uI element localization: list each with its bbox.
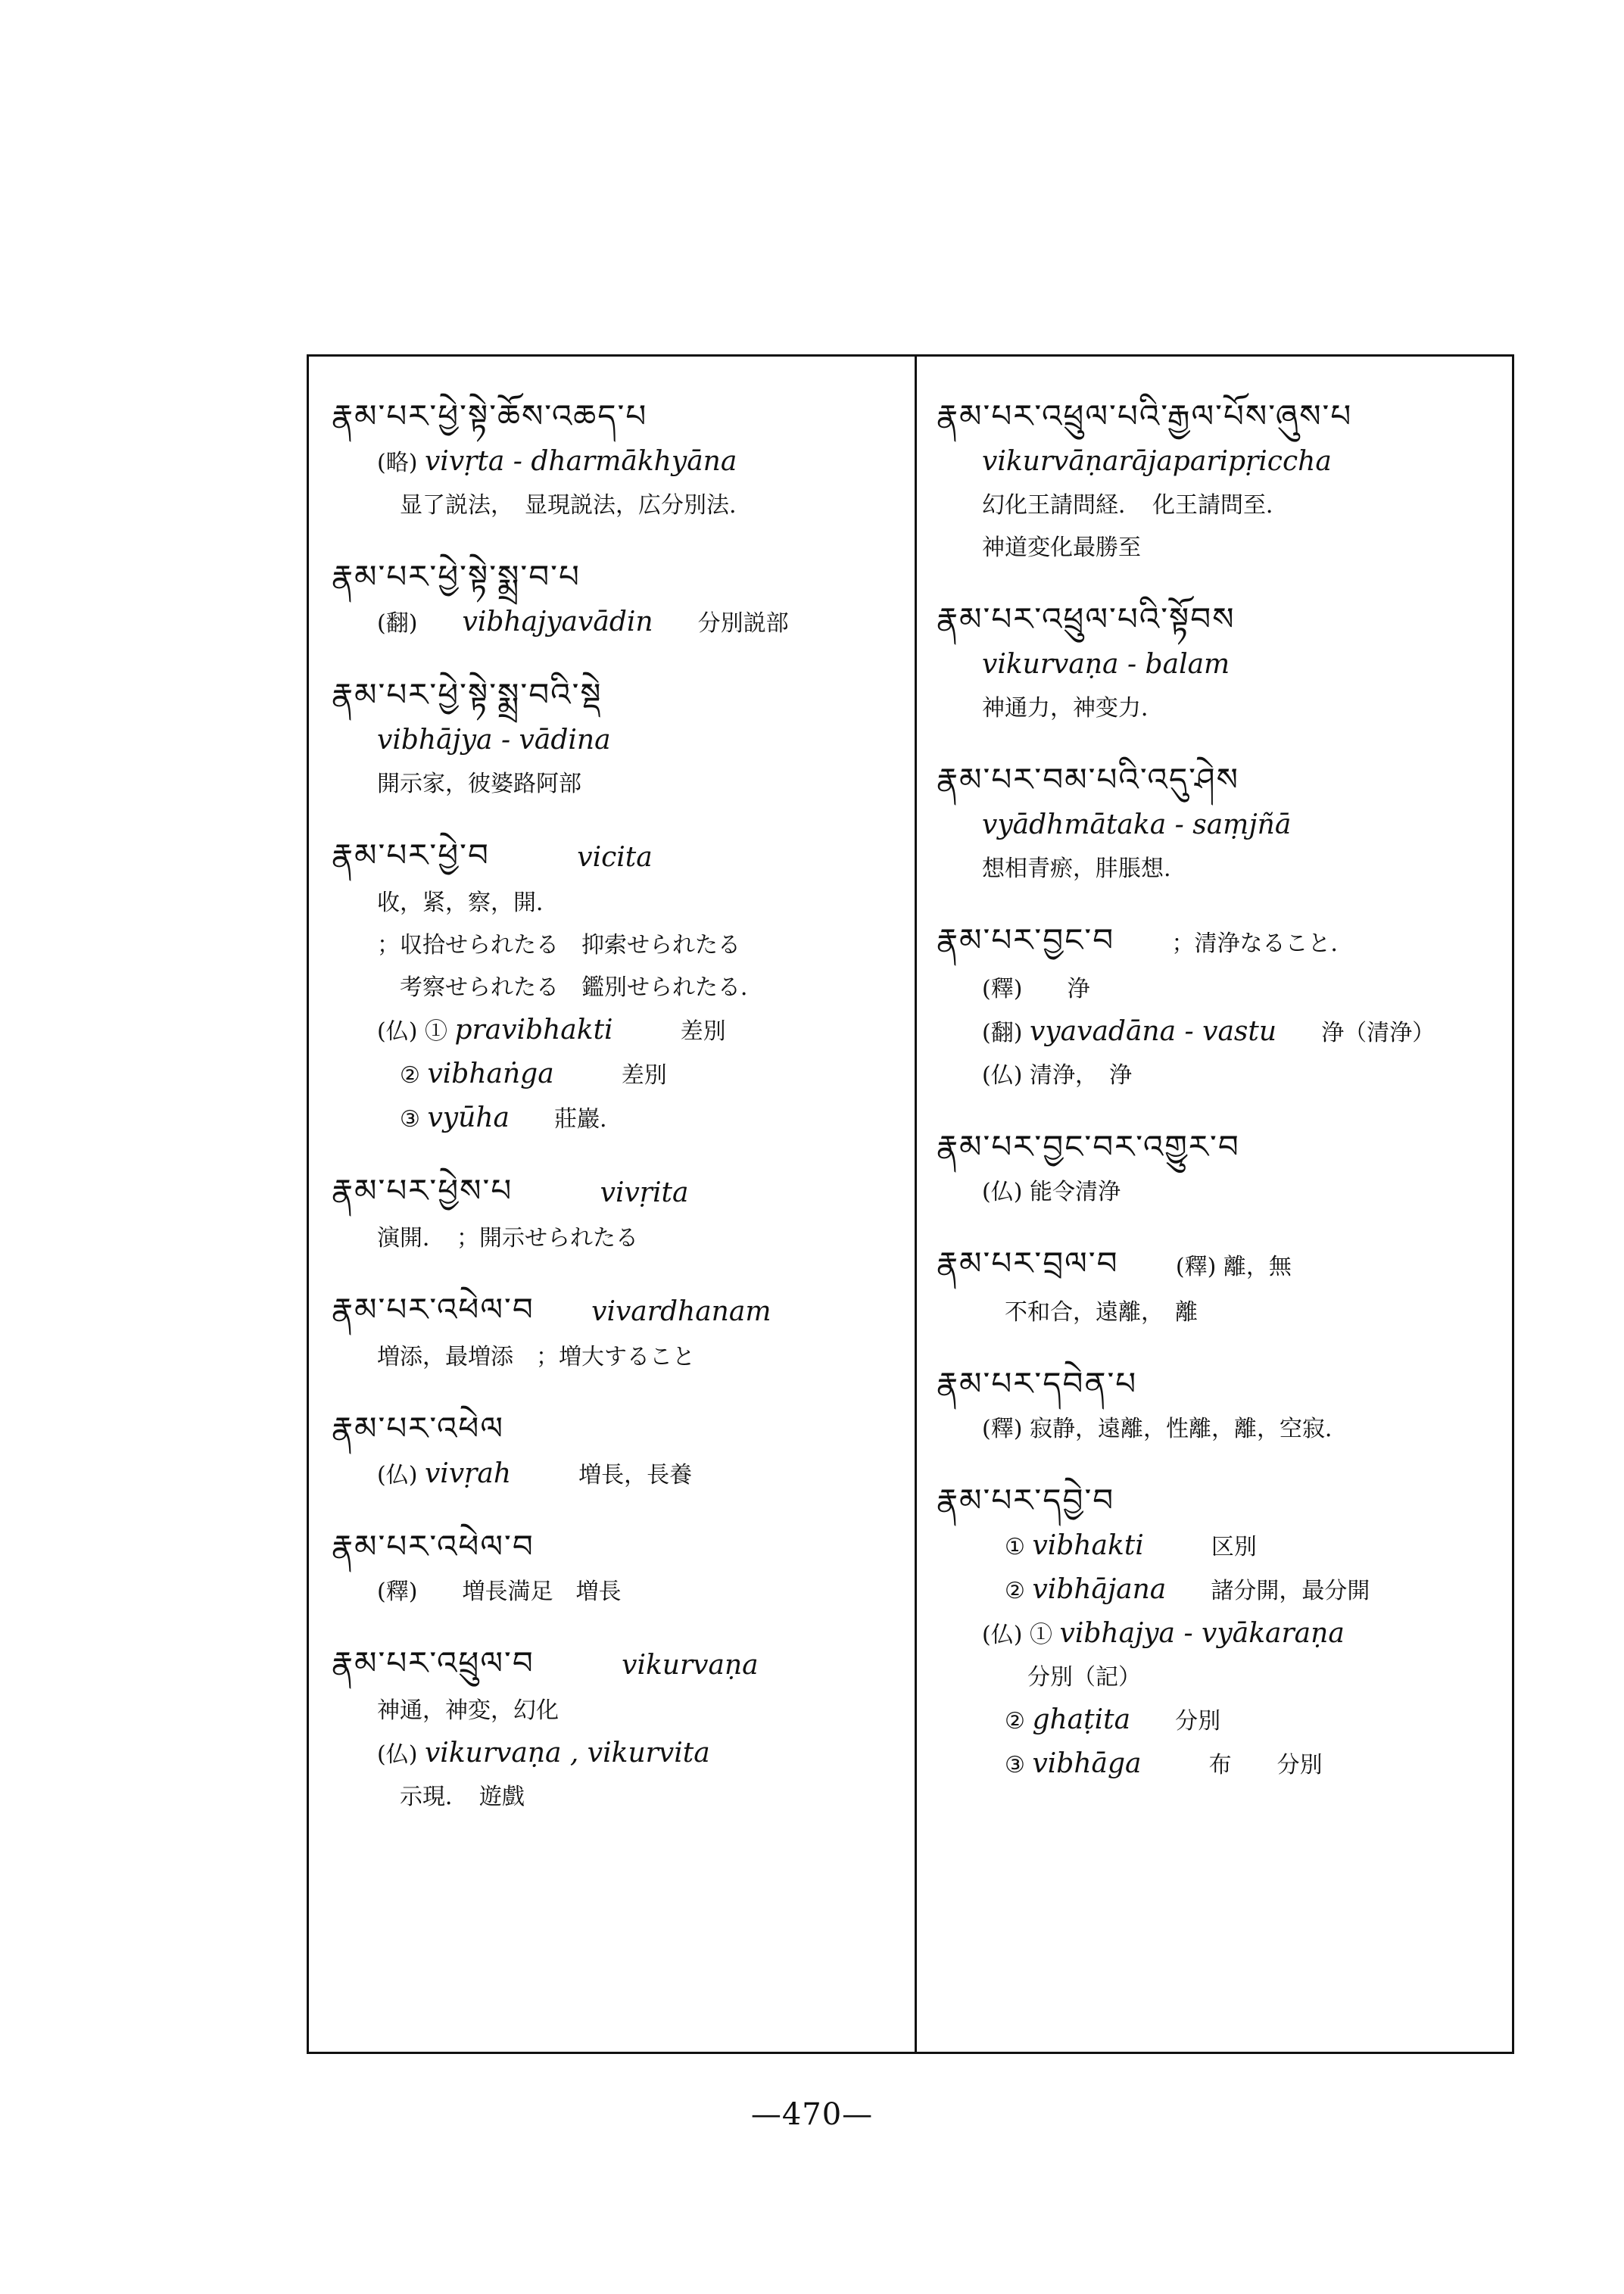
translation-text: 差別 [621,1062,667,1089]
sanskrit-term: vikurvaṇa - balam [982,649,1230,680]
sanskrit-term: pravibhakti [454,1015,613,1046]
source-tag: (仏) [982,1179,1023,1205]
sanskrit-term: vikurvaṇa , vikurvita [424,1738,710,1769]
entry-line [937,1613,1508,1657]
tibetan-headword: རྣམ་པར་ཕྱེ་བ vicita [332,837,653,874]
entry-line [937,1011,1508,1055]
tibetan-headword: རྣམ་པར་དབེན་པ [937,1365,1138,1402]
translation-text: 收，紧，察，開． [377,890,559,916]
translation-text: 幻化王請問経． 化王請問至． [982,492,1289,519]
entry-line [937,644,1508,687]
entry-line [332,1571,907,1613]
source-tag: (釋) [982,1416,1023,1442]
sanskrit-term: vibhājana [1032,1574,1167,1605]
entry-line [937,1055,1508,1097]
source-tag: (仏) [982,1062,1023,1089]
sanskrit-term: vibhajya - vyākaraṇa [1059,1618,1345,1649]
entry-line [332,1097,907,1141]
entry-line [937,1292,1508,1334]
tibetan-headword: རྣམ་པར་ཕྱེས་པ vivṛita [332,1172,689,1209]
entry [937,916,1508,1097]
entry [937,1239,1508,1334]
sanskrit-term: vivardhanam [591,1296,771,1327]
translation-text: 示現． 遊戲 [400,1784,525,1810]
left-column [309,354,915,2054]
tibetan-headword: རྣམ་པར་དབྱེ་བ [937,1482,1115,1519]
entry-line [332,1453,907,1497]
sanskrit-term: vibhājya - vādina [377,725,611,756]
sanskrit-term: vyavadāna - vastu [1029,1016,1277,1047]
source-tag: (仏) ① [377,1018,447,1045]
sanskrit-term: vibhaṅga [427,1058,554,1089]
tibetan-headword: རྣམ་པར་བྲལ་བ (釋) 離，無 [937,1245,1292,1282]
translation-text: 想相青瘀，肨脹想. [982,856,1171,882]
entry-line [332,441,907,485]
entry [332,1523,907,1613]
entry-line [332,485,907,527]
item-number: ② [1005,1708,1025,1735]
item-number: ② [400,1062,420,1089]
sanskrit-term: vyūha [427,1102,510,1133]
translation-text: 分別 [1175,1708,1221,1735]
entry [937,756,1508,890]
entry-line [937,804,1508,848]
translation-text: 清浄， 浄 [1029,1062,1132,1089]
entry [332,553,907,645]
source-tag: (翻) [982,1020,1023,1046]
translation-text: 不和合，遠離， 離 [1005,1299,1198,1326]
translation-text: 浄 [1067,976,1090,1002]
source-tag: (釋) [377,1579,418,1605]
sanskrit-term: vikurvaṇa [622,1650,759,1681]
entry-line [937,1569,1508,1613]
translation-text: ；清浄なること． [1171,930,1354,957]
tibetan-headword: རྣམ་པར་འཕྲུལ་པའི་རྒྱལ་པོས་ཞུས་པ [937,397,1353,435]
translation-text: 分別説部 [697,610,789,637]
entry-line [937,1408,1508,1451]
translation-text: 増長満足 増長 [462,1579,622,1605]
translation-text: 区別 [1211,1534,1257,1560]
source-tag: (略) [377,450,418,476]
translation-text: 神通，神変，幻化 [377,1697,559,1724]
tibetan-headword: རྣམ་པར་བམ་པའི་འདུ་ཤེས [937,761,1239,798]
sanskrit-term: vivṛita [600,1177,689,1208]
entry [937,1360,1508,1451]
entry [332,1639,907,1819]
tibetan-headword: རྣམ་པར་ཕྱེ་སྟེ་སྨྲ་བའི་སྡེ [332,676,603,713]
entry [937,392,1508,569]
entry-line [937,1699,1508,1743]
sanskrit-term: vyādhmātaka - saṃjñā [982,809,1292,840]
translation-text: (釋) 離，無 [1175,1254,1292,1280]
tibetan-headword: རྣམ་པར་འཕྲུལ་བ vikurvaṇa [332,1644,759,1682]
translation-text: 布 分別 [1208,1752,1323,1778]
tibetan-headword: རྣམ་པར་བྱང་བར་འགྱུར་བ [937,1128,1240,1165]
entry-line [937,1171,1508,1214]
item-number: ③ [400,1106,420,1133]
entry-line [332,1009,907,1053]
entry-line [937,1657,1508,1699]
tibetan-headword: རྣམ་པར་འཕེལ་བ vivardhanam [332,1291,771,1328]
entry-line [332,719,907,763]
tibetan-headword: རྣམ་པར་བྱང་བ ；清浄なること． [937,921,1354,958]
sanskrit-term: vibhāga [1032,1748,1142,1779]
tibetan-headword: རྣམ་པར་འཕྲུལ་པའི་སྟོབས [937,600,1236,637]
translation-text: 莊巖. [554,1106,607,1133]
entry-line [332,924,907,967]
source-tag: (釋) [982,976,1023,1002]
entry-line [937,1743,1508,1787]
tibetan-headword: རྣམ་པར་འཕེལ [332,1410,505,1447]
right-column [917,354,1514,2054]
translation-text: 考察せられたる 鑑別せられたる． [400,974,763,1001]
entry [332,1167,907,1260]
translation-text: 神通力，神变力． [982,695,1164,722]
entry-line [332,967,907,1009]
entry-line [332,882,907,924]
tibetan-headword: རྣམ་པར་འཕེལ་བ [332,1528,535,1565]
source-tag: (仏) [377,1741,418,1768]
translation-text: 能令清浄 [1029,1179,1121,1205]
entry-line [937,527,1508,569]
sanskrit-term: vibhajyavādin [462,606,653,637]
sanskrit-term: vibhakti [1032,1530,1144,1561]
entry-line [332,1690,907,1732]
translation-text: 差別 [680,1018,726,1045]
entry [332,831,907,1141]
entry [332,671,907,806]
item-number: ③ [1005,1752,1025,1778]
entry-line [332,1053,907,1097]
sanskrit-term: vivṛah [424,1458,512,1489]
translation-text: 演開． ；開示せられたる [377,1225,638,1251]
item-number: ① [1005,1534,1025,1560]
entry-line [937,485,1508,527]
translation-text: 開示家，彼婆路阿部 [377,771,581,797]
entry-line [937,687,1508,730]
translation-text: 神道変化最勝至 [982,535,1141,561]
translation-text: ；収拾せられたる 抑索せられたる [377,932,740,958]
entry-line [937,848,1508,890]
entry-line [937,968,1508,1011]
translation-text: 显了説法， 显現説法，広分別法. [400,492,737,519]
entry [937,595,1508,730]
translation-text: 諸分開，最分開 [1211,1578,1370,1604]
entry-line [937,441,1508,485]
entry [332,1404,907,1497]
entry-line [332,1732,907,1776]
sanskrit-term: vivṛta - dharmākhyāna [424,446,737,477]
translation-text: 増長，長養 [578,1462,693,1488]
entry [332,392,907,527]
sanskrit-term: vicita [577,842,653,873]
source-tag: (仏) [377,1462,418,1488]
translation-text: 増添，最増添 ；増大すること [377,1344,695,1370]
entry-line [332,1776,907,1819]
entry [937,1476,1508,1787]
entry-line [937,1525,1508,1569]
page-number: —470— [750,2097,874,2132]
translation-text: 寂静，遠離，性離，離，空寂． [1029,1416,1348,1442]
translation-text: 浄（清浄） [1321,1020,1435,1046]
item-number: ② [1005,1578,1025,1604]
source-tag: (仏) ① [982,1622,1052,1648]
translation-text: 分別（記） [1027,1664,1141,1691]
entry-line [332,763,907,806]
sanskrit-term: vikurvāṇarājaparipṛiccha [982,446,1332,477]
entry-line [332,1217,907,1260]
tibetan-headword: རྣམ་པར་ཕྱེ་སྟེ་སྨྲ་བ་པ [332,558,581,595]
entry-line [332,601,907,645]
tibetan-headword: རྣམ་པར་ཕྱེ་སྟེ་ཆོས་འཆད་པ [332,397,648,435]
entry [937,1123,1508,1214]
entry-line [332,1336,907,1379]
source-tag: (翻) [377,610,418,637]
entry [332,1286,907,1379]
sanskrit-term: ghaṭita [1032,1704,1131,1735]
